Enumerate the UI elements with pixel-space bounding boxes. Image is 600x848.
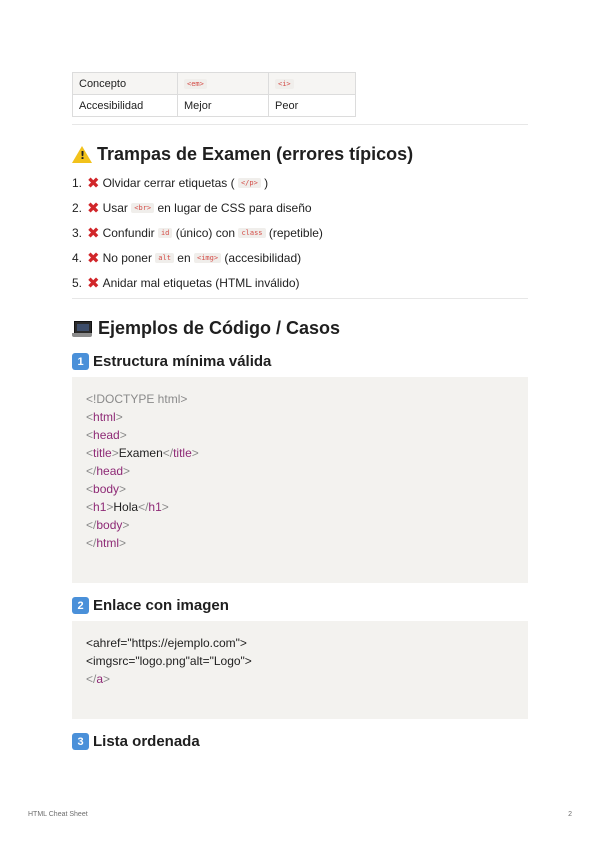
- table-cell: Accesibilidad: [73, 95, 178, 117]
- number-1-icon: 1: [72, 353, 89, 370]
- list-text: en lugar de CSS para diseño: [157, 200, 312, 215]
- list-text: Olvidar cerrar etiquetas (: [102, 175, 235, 190]
- list-item: [72, 220, 528, 245]
- list-number: 1.: [72, 175, 83, 190]
- table-row: [73, 95, 356, 117]
- inline-code: class: [238, 228, 265, 238]
- list-text: Anidar mal etiquetas (HTML inválido): [102, 275, 300, 290]
- inline-code: <img>: [194, 253, 221, 263]
- section-heading: [72, 353, 528, 370]
- list-text: en: [177, 250, 191, 265]
- warning-icon: !: [72, 146, 92, 163]
- list-text: (único) con: [175, 225, 236, 240]
- table-header-row: [73, 73, 356, 95]
- examples-title: Ejemplos de Código / Casos: [98, 318, 341, 338]
- inline-code: <br>: [131, 203, 154, 213]
- list-text: Usar: [102, 200, 128, 215]
- list-text: (accesibilidad): [224, 250, 302, 265]
- list-item: [72, 270, 528, 295]
- inline-code: <i>: [275, 79, 294, 89]
- list-number: 3.: [72, 225, 83, 240]
- section-heading: [72, 597, 528, 614]
- page-number: 2: [568, 811, 572, 818]
- list-item: [72, 195, 528, 220]
- number-2-icon: 2: [72, 597, 89, 614]
- laptop-icon: [72, 320, 92, 338]
- examples-heading: [72, 318, 528, 339]
- section-title: Estructura mínima válida: [93, 353, 272, 370]
- list-text: ): [264, 175, 269, 190]
- table-header-cell: [178, 73, 269, 95]
- number-3-icon: 3: [72, 733, 89, 750]
- list-item: [72, 245, 528, 270]
- cross-mark-icon: ✖: [87, 223, 100, 242]
- code-block: <ahref="https://ejemplo.com"> <imgsrc="logo.png"alt="Logo"> </a>: [72, 621, 528, 719]
- traps-list: [72, 170, 528, 295]
- code-block: <!DOCTYPE html> <html> <head> <title>Examen</title> </head> <body> <h1>Hola</h1> </body> </html>: [72, 377, 528, 583]
- cross-mark-icon: ✖: [87, 273, 100, 292]
- cross-mark-icon: ✖: [87, 198, 100, 217]
- inline-code: id: [158, 228, 172, 238]
- list-number: 5.: [72, 275, 83, 290]
- list-number: 4.: [72, 250, 83, 265]
- inline-code: <em>: [184, 79, 207, 89]
- table-cell: Mejor: [178, 95, 269, 117]
- table-header-cell: Concepto: [73, 73, 178, 95]
- table-cell: Peor: [269, 95, 356, 117]
- inline-code: </p>: [238, 178, 261, 188]
- list-text: No poner: [102, 250, 152, 265]
- cross-mark-icon: ✖: [87, 248, 100, 267]
- list-number: 2.: [72, 200, 83, 215]
- section-heading: [72, 733, 528, 750]
- traps-heading: [72, 144, 528, 165]
- footer-title: HTML Cheat Sheet: [28, 811, 88, 818]
- comparison-table: [72, 72, 356, 117]
- inline-code: alt: [155, 253, 174, 263]
- list-text: Confundir: [102, 225, 155, 240]
- cross-mark-icon: ✖: [87, 173, 100, 192]
- page-content: [72, 72, 528, 750]
- section-title: Lista ordenada: [93, 733, 200, 750]
- section-title: Enlace con imagen: [93, 597, 229, 614]
- list-item: [72, 170, 528, 195]
- traps-title: Trampas de Examen (errores típicos): [97, 144, 414, 164]
- list-text: (repetible): [268, 225, 323, 240]
- table-header-cell: [269, 73, 356, 95]
